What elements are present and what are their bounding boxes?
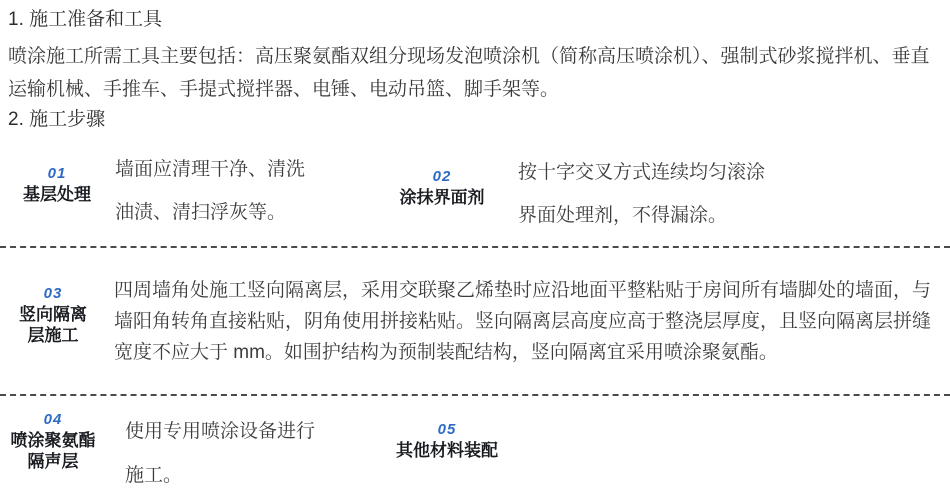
- step-1-text-line: 墙面应清理干净、清洗: [115, 159, 306, 180]
- tools-paragraph-line-2: 运输机械、手推车、手提式搅拌器、电锤、电动吊篮、脚手架等。: [8, 79, 560, 100]
- step-1-label-line: 基层处理: [23, 185, 91, 204]
- step-3-badge: [8, 286, 98, 346]
- tools-paragraph: [8, 40, 930, 106]
- section-title-preparation-tools: 1. 施工准备和工具: [8, 9, 163, 30]
- step-3-label-line: 竖向隔离: [19, 305, 87, 324]
- section-title-construction-steps: 2. 施工步骤: [8, 109, 106, 130]
- step-2-badge: [397, 169, 487, 208]
- step-3-text: [114, 275, 931, 368]
- step-2-label-line: 涂抹界面剂: [399, 188, 485, 207]
- step-1-label: [12, 184, 102, 205]
- step-3-label: [8, 304, 98, 346]
- step-5-number-icon: 05: [437, 421, 457, 438]
- dashed-divider-2: [0, 394, 950, 396]
- step-3-number-icon: 03: [43, 285, 63, 302]
- step-4-text-line: 使用专用喷涂设备进行: [125, 421, 316, 442]
- step-3-label-line: 层施工: [27, 326, 79, 345]
- tools-paragraph-line-1: 喷涂施工所需工具主要包括：高压聚氨酯双组分现场发泡喷涂机（简称高压喷涂机）、强制式砂浆搅拌机、垂直: [8, 46, 930, 67]
- step-4-text-line: 施工。: [125, 465, 183, 486]
- step-4-label-line: 喷涂聚氨酯: [10, 431, 96, 450]
- step-5-label: [392, 440, 502, 461]
- dashed-divider-1: [0, 246, 950, 248]
- step-4-label: [8, 430, 98, 472]
- step-1-badge: [12, 166, 102, 205]
- step-2-text-line: 界面处理剂，不得漏涂。: [518, 205, 728, 226]
- step-4-label-line: 隔声层: [27, 452, 79, 471]
- step-3-text-line: 宽度不应大于 mm。如围护结构为预制装配结构，竖向隔离宜采用喷涂聚氨酯。: [114, 342, 778, 363]
- step-1-text: [115, 148, 305, 234]
- step-5-label-line: 其他材料装配: [396, 441, 498, 460]
- step-3-text-line: 墙阳角转角直接粘贴，阴角使用拼接粘贴。竖向隔离层高度应高于整浇层厚度，且竖向隔离层拼缝: [114, 311, 932, 332]
- step-2-label: [397, 187, 487, 208]
- step-4-text: [125, 410, 315, 491]
- step-1-number-icon: 01: [47, 165, 67, 182]
- step-2-number-icon: 02: [432, 168, 452, 185]
- step-4-number-icon: 04: [43, 411, 63, 428]
- step-3-text-line: 四周墙角处施工竖向隔离层，采用交联聚乙烯垫时应沿地面平整粘贴于房间所有墙脚处的墙面，与: [114, 280, 932, 301]
- step-2-text-line: 按十字交叉方式连续均匀滚涂: [518, 162, 766, 183]
- step-4-badge: [8, 412, 98, 472]
- step-1-text-line: 油渍、清扫浮灰等。: [115, 202, 287, 223]
- step-2-text: [518, 151, 765, 237]
- step-5-badge: [392, 422, 502, 461]
